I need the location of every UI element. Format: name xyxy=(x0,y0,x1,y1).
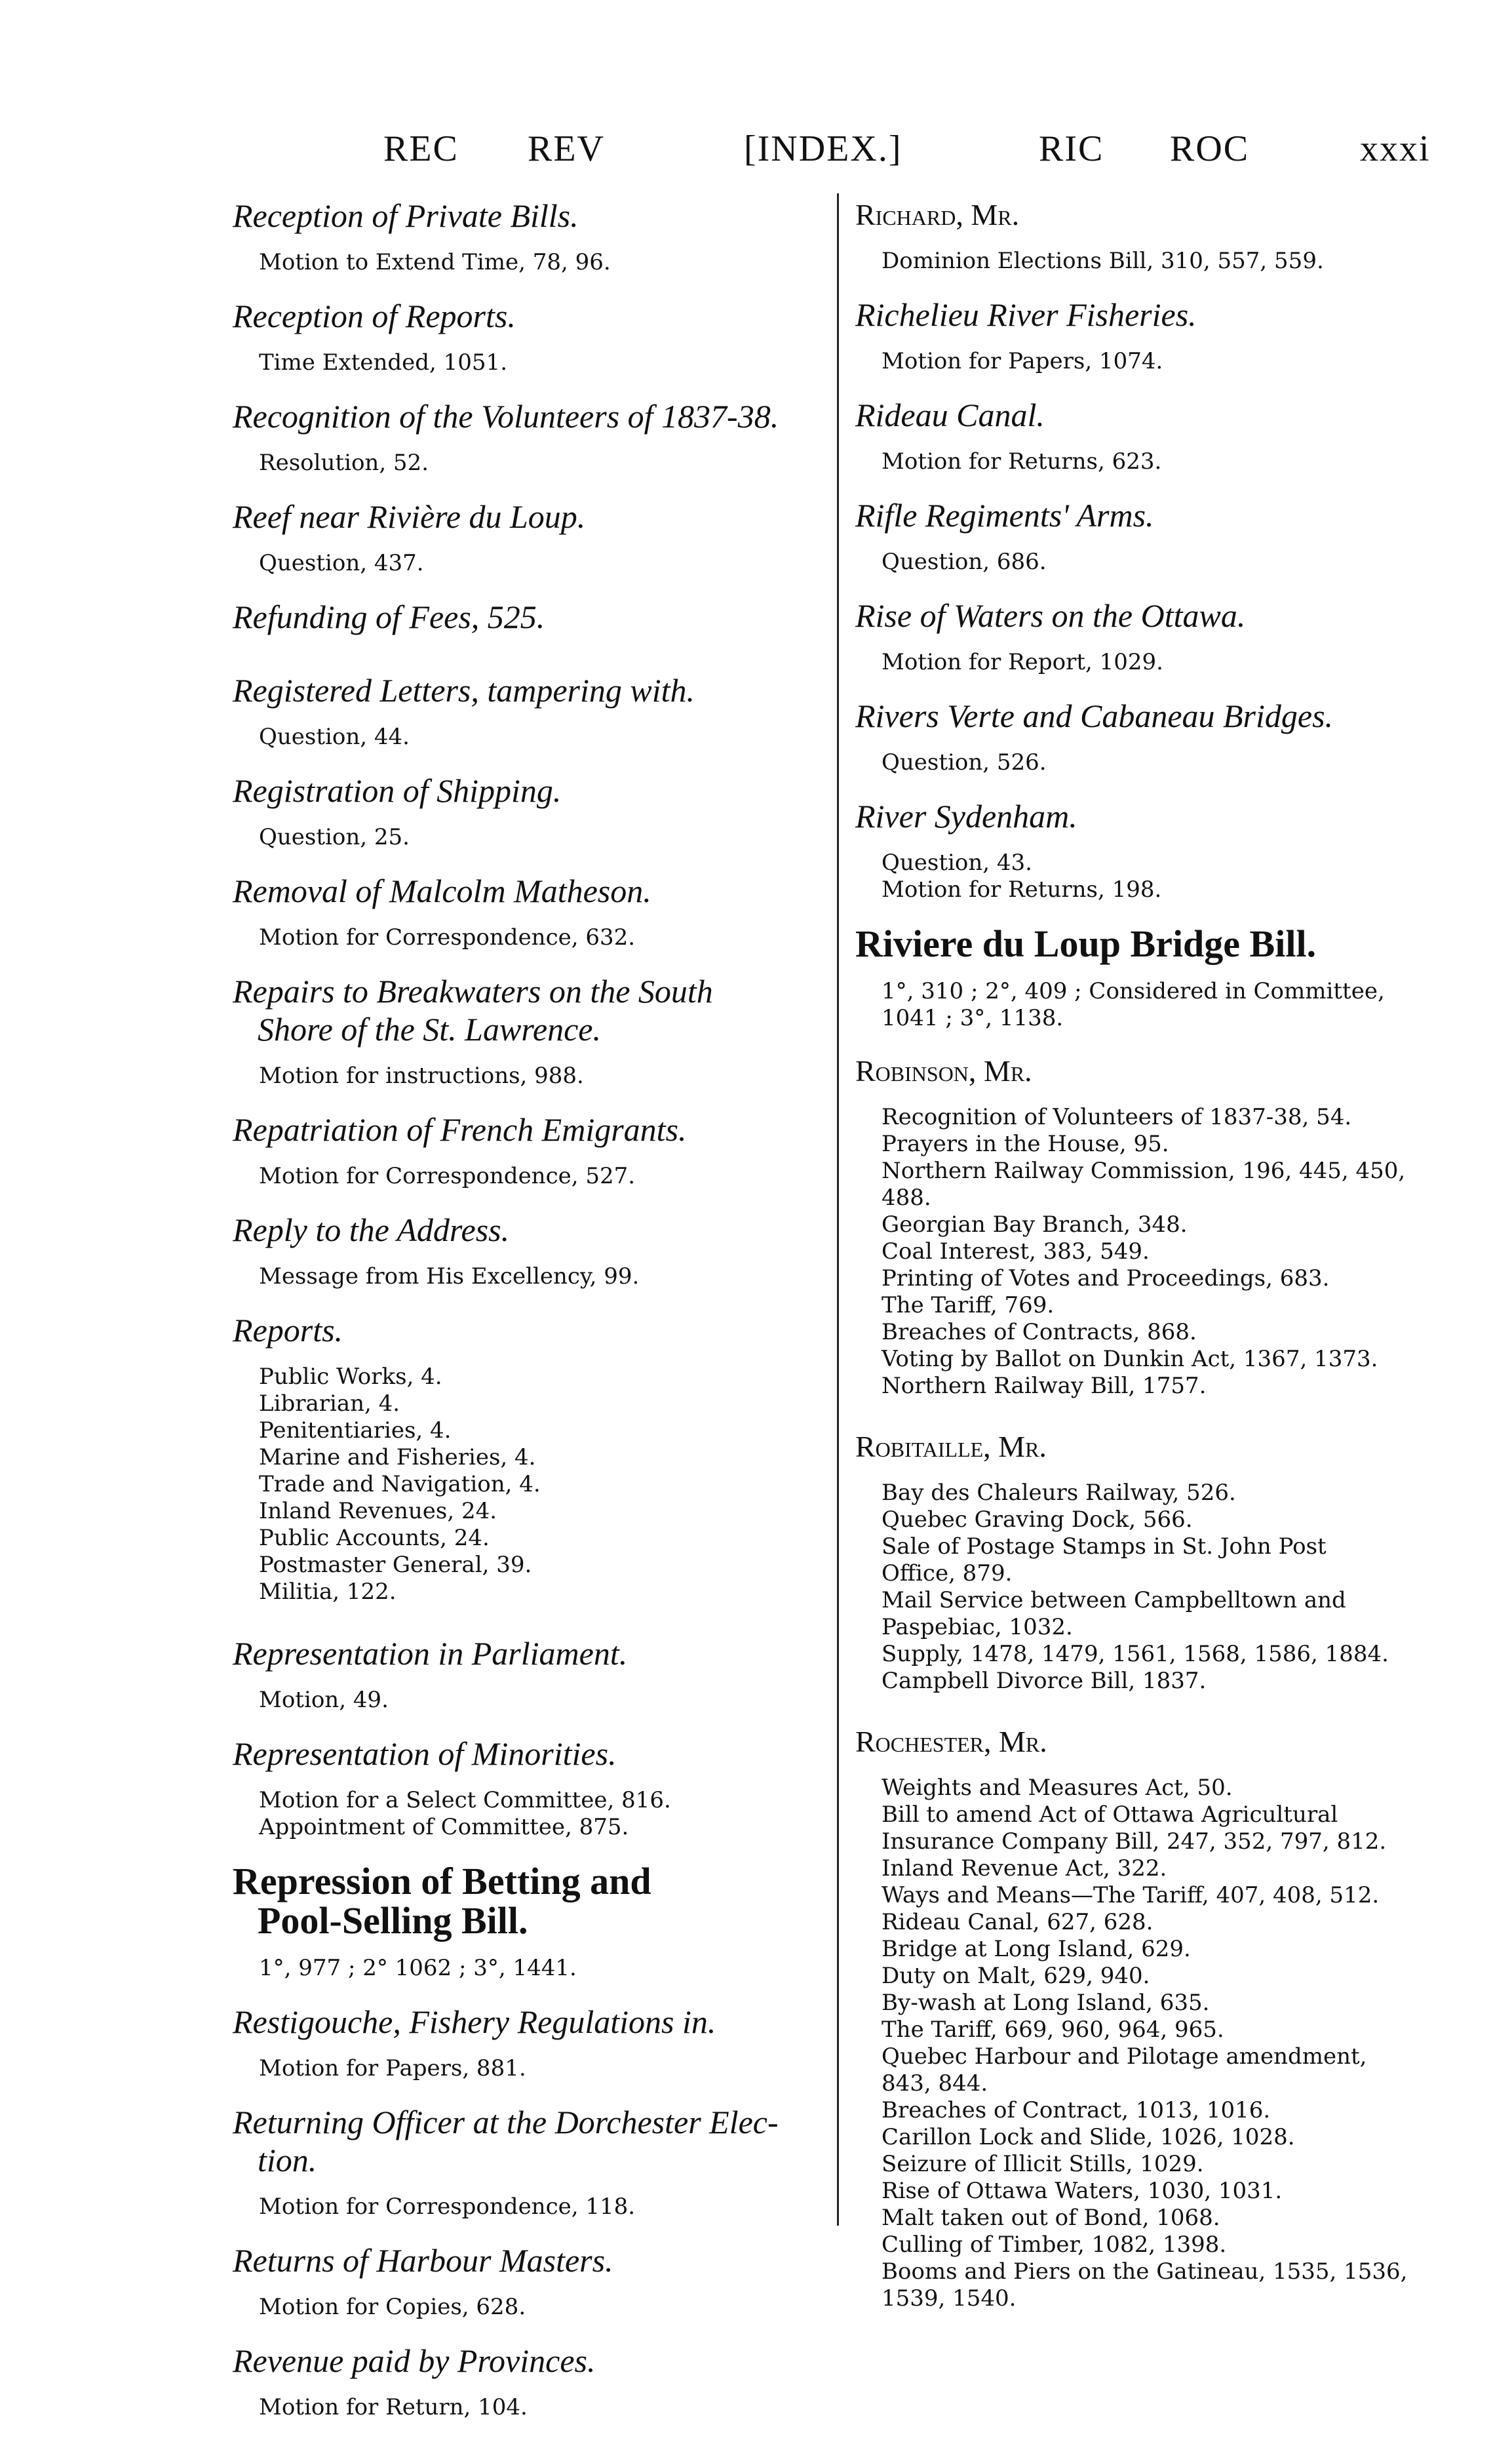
index-subentry: Message from His Excellency, 99. xyxy=(259,1263,640,1290)
index-subentry: Motion for Returns, 623. xyxy=(882,448,1162,475)
index-entry xyxy=(233,1311,823,1634)
heading-text: Repatriation of French Emigrants. xyxy=(233,1111,687,1148)
index-subentry: Bridge at Long Island, 629. xyxy=(882,1936,1191,1962)
index-subentry: Insurance Company Bill, 247, 352, 797, 812. xyxy=(882,1828,1387,1855)
index-entry xyxy=(233,598,823,671)
index-subentry: Motion for Copies, 628. xyxy=(259,2294,526,2320)
index-subentry: Motion for Correspondence, 527. xyxy=(259,1163,636,1189)
index-subentry: 1539, 1540. xyxy=(882,2285,1017,2312)
index-subentry: Motion for Report, 1029. xyxy=(882,649,1163,675)
index-subentry: Question, 43. xyxy=(882,850,1032,876)
index-subentry: Motion for Papers, 881. xyxy=(259,2055,526,2081)
index-subentry: Dominion Elections Bill, 310, 557, 559. xyxy=(882,248,1324,274)
index-subentry: Georgian Bay Branch, 348. xyxy=(882,1211,1188,1238)
heading-text: Returning Officer at the Dorchester Elec- xyxy=(233,2104,779,2140)
index-entry xyxy=(233,297,823,397)
heading-text: Richard, Mr. xyxy=(855,198,1020,231)
index-subentry: Rideau Canal, 627, 628. xyxy=(882,1909,1153,1935)
index-entry xyxy=(233,397,823,498)
index-subentry: Question, 526. xyxy=(882,749,1047,776)
index-subentry: 488. xyxy=(882,1185,931,1211)
heading-text: Returns of Harbour Masters. xyxy=(233,2242,613,2279)
heading-text: Recognition of the Volunteers of 1837-38. xyxy=(233,398,779,435)
index-entry xyxy=(855,597,1445,697)
index-subentry: Supply, 1478, 1479, 1561, 1568, 1586, 1884. xyxy=(882,1641,1389,1667)
index-subentry: By-wash at Long Island, 635. xyxy=(882,1990,1210,2016)
index-subentry: Time Extended, 1051. xyxy=(259,349,507,376)
page-number: xxxi xyxy=(1360,128,1431,169)
index-subentry: Motion for Correspondence, 118. xyxy=(259,2194,636,2220)
index-subentry: Question, 437. xyxy=(259,550,424,576)
heading-text: Reply to the Address. xyxy=(233,1211,510,1248)
heading-text: Reception of Private Bills. xyxy=(233,197,579,234)
heading-text: Reception of Reports. xyxy=(233,298,516,334)
index-heading xyxy=(855,597,1445,635)
index-subentry: Motion for Papers, 1074. xyxy=(882,348,1163,374)
index-heading xyxy=(233,498,823,536)
index-entry xyxy=(233,1634,823,1735)
heading-text: Refunding of Fees, 525. xyxy=(233,599,545,635)
index-heading xyxy=(233,2342,823,2380)
index-subentry: Quebec Graving Dock, 566. xyxy=(882,1507,1193,1533)
heading-text: Registration of Shipping. xyxy=(233,772,562,809)
index-entry xyxy=(855,924,1445,1053)
index-entry xyxy=(855,396,1445,496)
index-subentry: Weights and Measures Act, 50. xyxy=(882,1775,1233,1801)
index-heading xyxy=(855,197,1445,233)
index-subentry: Malt taken out of Bond, 1068. xyxy=(882,2205,1220,2231)
heading-text-continued: tion. xyxy=(258,2142,317,2178)
header-range-end: REV xyxy=(528,128,605,169)
index-subentry: Motion for Returns, 198. xyxy=(882,876,1162,903)
heading-text: Reports. xyxy=(233,1312,343,1349)
index-subentry: Campbell Divorce Bill, 1837. xyxy=(882,1668,1207,1694)
index-subentry: Militia, 122. xyxy=(259,1579,397,1605)
index-entry xyxy=(855,1053,1445,1428)
index-entry xyxy=(855,797,1445,924)
index-subentry: Voting by Ballot on Dunkin Act, 1367, 1373. xyxy=(882,1346,1378,1372)
index-subentry: Question, 25. xyxy=(259,824,410,850)
index-heading xyxy=(855,1053,1445,1090)
index-subentry: Rise of Ottawa Waters, 1030, 1031. xyxy=(882,2178,1283,2204)
index-subentry: Public Accounts, 24. xyxy=(259,1525,490,1551)
index-subentry: Booms and Piers on the Gatineau, 1535, 1536, xyxy=(882,2258,1408,2285)
index-subentry: Motion for Return, 104. xyxy=(259,2394,528,2420)
index-heading xyxy=(233,1211,823,1249)
heading-text-continued: Pool-Selling Bill. xyxy=(258,1899,528,1942)
header-right-range-start: RIC xyxy=(1039,128,1104,169)
index-subentry: Inland Revenues, 24. xyxy=(259,1498,497,1524)
index-subentry: Breaches of Contract, 1013, 1016. xyxy=(882,2097,1271,2123)
index-heading xyxy=(233,297,823,335)
index-entry xyxy=(855,697,1445,797)
index-entry xyxy=(233,498,823,598)
index-entry xyxy=(233,1862,823,2003)
heading-text: Representation in Parliament. xyxy=(233,1635,628,1672)
heading-text: Rideau Canal. xyxy=(855,397,1045,433)
index-subentry: Resolution, 52. xyxy=(259,450,429,476)
index-subentry: Coal Interest, 383, 549. xyxy=(882,1238,1150,1265)
index-entry xyxy=(233,1111,823,1211)
index-subentry: Bay des Chaleurs Railway, 526. xyxy=(882,1480,1236,1506)
index-subentry: 1041 ; 3°, 1138. xyxy=(882,1005,1064,1031)
index-heading xyxy=(855,1723,1445,1760)
index-entry xyxy=(233,671,823,772)
index-subentry: 1°, 310 ; 2°, 409 ; Considered in Committee, xyxy=(882,978,1385,1004)
index-heading xyxy=(233,1111,823,1149)
index-heading xyxy=(233,197,823,235)
index-subentry: Marine and Fisheries, 4. xyxy=(259,1444,536,1470)
index-heading xyxy=(233,2241,823,2279)
heading-text: Richelieu River Fisheries. xyxy=(855,296,1197,333)
index-subentry: Motion to Extend Time, 78, 96. xyxy=(259,249,611,275)
index-subentry: Northern Railway Bill, 1757. xyxy=(882,1373,1207,1399)
index-subentry: Motion for instructions, 988. xyxy=(259,1063,584,1089)
column-divider xyxy=(837,193,839,2226)
index-subentry: Culling of Timber, 1082, 1398. xyxy=(882,2232,1227,2258)
index-heading xyxy=(233,671,823,709)
heading-text: Restigouche, Fishery Regulations in. xyxy=(233,2003,716,2040)
index-subentry: Question, 686. xyxy=(882,549,1047,575)
index-subentry: Northern Railway Commission, 196, 445, 450, xyxy=(882,1158,1406,1184)
index-subentry: Mail Service between Campbelltown and xyxy=(882,1587,1346,1613)
index-subentry: Postmaster General, 39. xyxy=(259,1552,532,1578)
heading-text: Repairs to Breakwaters on the South xyxy=(233,973,713,1010)
heading-text: Representation of Minorities. xyxy=(233,1735,617,1772)
index-subentry: Appointment of Committee, 875. xyxy=(259,1814,629,1840)
index-subentry: Librarian, 4. xyxy=(259,1390,400,1417)
index-subentry: Sale of Postage Stamps in St. John Post xyxy=(882,1533,1327,1560)
index-subentry: Inland Revenue Act, 322. xyxy=(882,1855,1167,1881)
heading-text: Robinson, Mr. xyxy=(855,1054,1032,1088)
index-heading xyxy=(855,697,1445,735)
index-subentry: Recognition of Volunteers of 1837-38, 54. xyxy=(882,1104,1352,1130)
running-header xyxy=(0,128,1512,174)
index-entry xyxy=(233,972,823,1111)
index-subentry: Printing of Votes and Proceedings, 683. xyxy=(882,1265,1330,1291)
index-subentry: Penitentiaries, 4. xyxy=(259,1417,452,1444)
index-subentry: The Tariff, 669, 960, 964, 965. xyxy=(882,2017,1224,2043)
index-subentry: Quebec Harbour and Pilotage amendment, xyxy=(882,2043,1367,2070)
index-heading xyxy=(855,396,1445,434)
heading-text: Rochester, Mr. xyxy=(855,1725,1047,1758)
index-heading xyxy=(855,1428,1445,1465)
heading-text: Rifle Regiments' Arms. xyxy=(855,497,1154,534)
index-entry xyxy=(233,1735,823,1862)
index-heading xyxy=(233,1735,823,1773)
index-heading xyxy=(855,924,1445,964)
index-subentry: Bill to amend Act of Ottawa Agricultural xyxy=(882,1802,1338,1828)
index-heading xyxy=(233,598,823,636)
index-subentry: Breaches of Contracts, 868. xyxy=(882,1319,1197,1345)
index-entry xyxy=(233,872,823,972)
index-heading xyxy=(855,797,1445,835)
index-subentry: Office, 879. xyxy=(882,1560,1013,1586)
heading-text: Repression of Betting and xyxy=(233,1860,651,1902)
header-right-range-end: ROC xyxy=(1170,128,1250,169)
left-column xyxy=(233,197,823,2442)
heading-text: Registered Letters, tampering with. xyxy=(233,672,695,709)
index-entry xyxy=(855,197,1445,296)
index-subentry: Public Works, 4. xyxy=(259,1364,442,1390)
heading-text: Removal of Malcolm Matheson. xyxy=(233,873,651,909)
index-heading xyxy=(233,872,823,910)
index-subentry: Motion for a Select Committee, 816. xyxy=(259,1787,671,1813)
index-heading xyxy=(855,496,1445,534)
index-heading xyxy=(233,1634,823,1672)
heading-text: Rivers Verte and Cabaneau Bridges. xyxy=(855,698,1334,734)
index-heading xyxy=(233,397,823,435)
index-entry xyxy=(233,1211,823,1311)
index-heading xyxy=(233,2003,823,2041)
index-subentry: Ways and Means—The Tariff, 407, 408, 512. xyxy=(882,1882,1380,1908)
index-heading xyxy=(233,972,823,1048)
index-subentry: Paspebiac, 1032. xyxy=(882,1614,1073,1640)
heading-text: River Sydenham. xyxy=(855,798,1077,835)
index-entry xyxy=(855,1723,1445,2341)
index-subentry: Carillon Lock and Slide, 1026, 1028. xyxy=(882,2124,1295,2150)
index-subentry: Trade and Navigation, 4. xyxy=(259,1471,541,1497)
heading-text: Rise of Waters on the Ottawa. xyxy=(855,597,1246,634)
index-entry xyxy=(233,772,823,872)
index-entry xyxy=(855,496,1445,597)
index-subentry: Duty on Malt, 629, 940. xyxy=(882,1963,1150,1989)
index-subentry: Motion for Correspondence, 632. xyxy=(259,924,636,951)
heading-text: Riviere du Loup Bridge Bill. xyxy=(855,922,1317,965)
index-subentry: Motion, 49. xyxy=(259,1687,389,1713)
heading-text: Reef near Rivière du Loup. xyxy=(233,498,586,535)
index-entry xyxy=(233,2241,823,2342)
index-entry xyxy=(233,2003,823,2103)
index-subentry: Prayers in the House, 95. xyxy=(882,1131,1169,1157)
index-heading xyxy=(233,1311,823,1349)
header-section-title: [INDEX.] xyxy=(744,128,902,169)
index-heading xyxy=(233,1862,823,1940)
index-subentry: Seizure of Illicit Stills, 1029. xyxy=(882,2151,1204,2177)
index-heading xyxy=(233,772,823,810)
heading-text-continued: Shore of the St. Lawrence. xyxy=(258,1011,601,1048)
index-entry xyxy=(233,197,823,297)
header-range-start: REC xyxy=(383,128,459,169)
index-subentry: 843, 844. xyxy=(882,2070,988,2097)
index-entry xyxy=(233,2342,823,2442)
index-subentry: 1°, 977 ; 2° 1062 ; 3°, 1441. xyxy=(259,1955,577,1981)
index-heading xyxy=(855,296,1445,334)
index-subentry: Question, 44. xyxy=(259,724,410,750)
index-subentry: The Tariff, 769. xyxy=(882,1292,1055,1318)
index-entry xyxy=(855,1428,1445,1723)
index-heading xyxy=(233,2103,823,2179)
heading-text: Robitaille, Mr. xyxy=(855,1430,1047,1463)
index-entry xyxy=(233,2103,823,2241)
right-column xyxy=(855,197,1445,2341)
heading-text: Revenue paid by Provinces. xyxy=(233,2342,596,2379)
index-entry xyxy=(855,296,1445,396)
